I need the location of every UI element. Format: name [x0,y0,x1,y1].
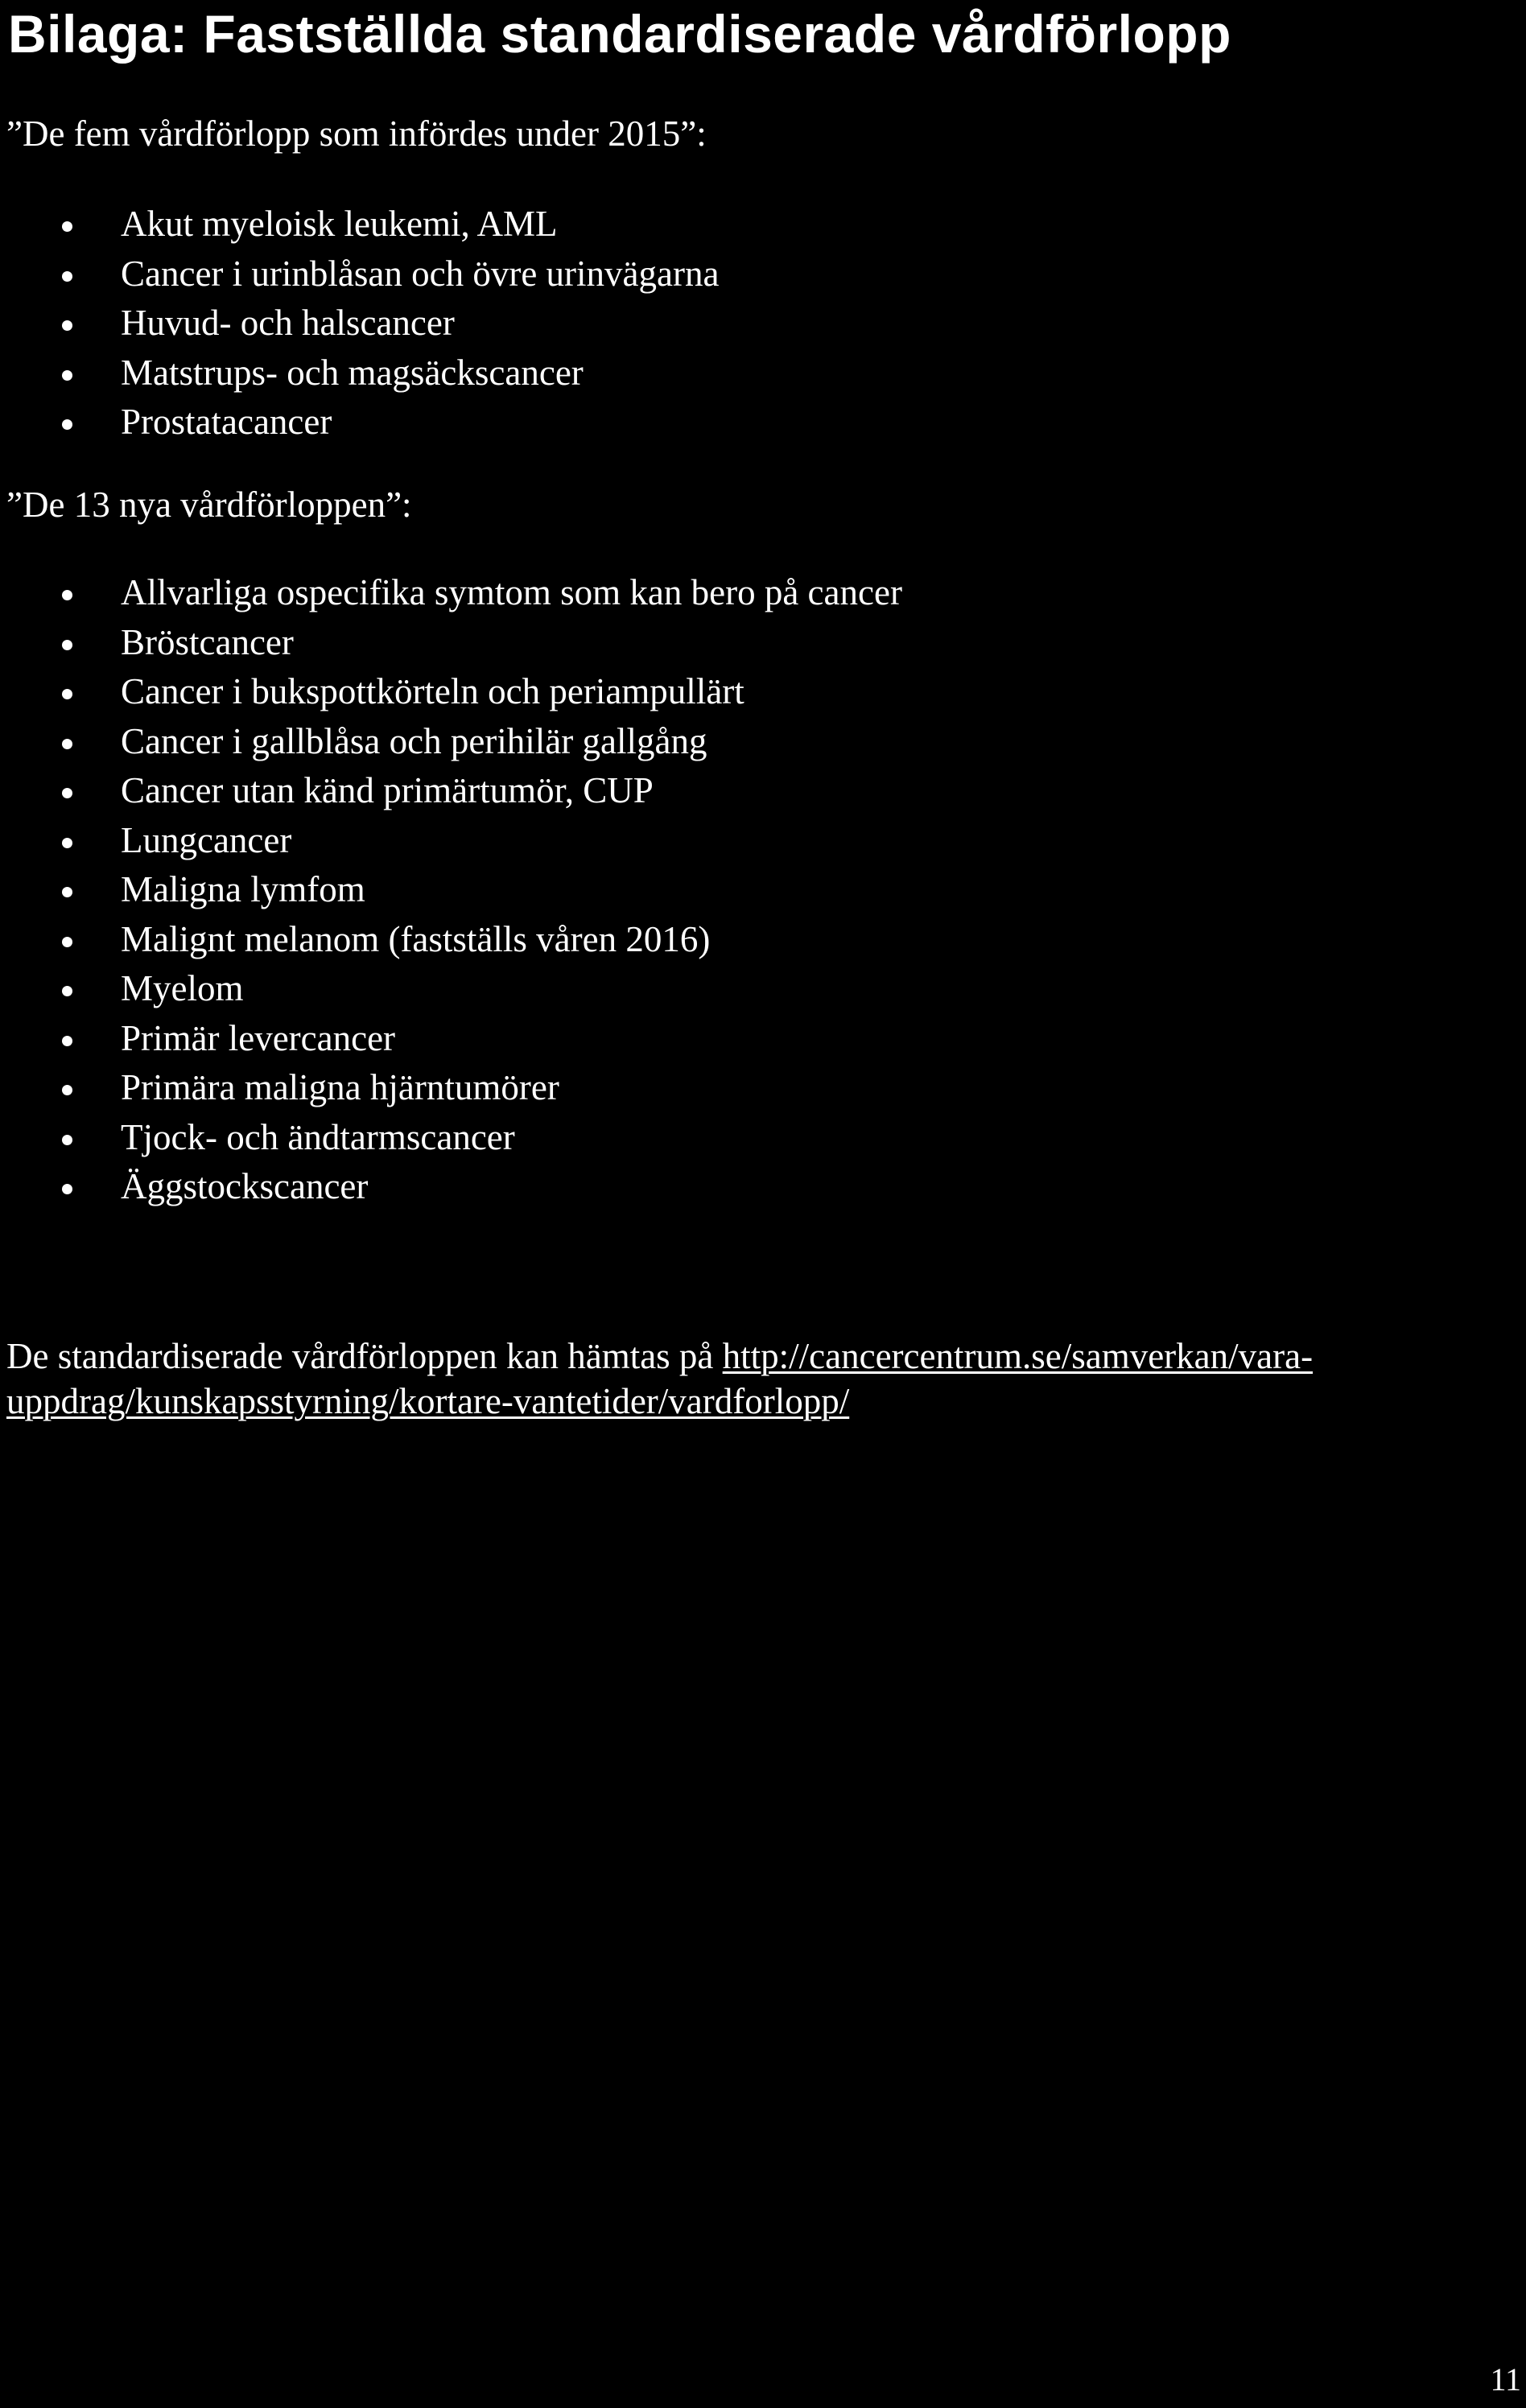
list-item-text: Akut myeloisk leukemi, AML [121,204,558,244]
vardforlopp-link-part-2[interactable]: uppdrag/kunskapsstyrning/kortare-vantetider/vardforlopp/ [6,1381,850,1421]
bullet-icon [62,1184,72,1194]
list-item-text: Allvarliga ospecifika symtom som kan bero på cancer [121,572,902,612]
vardforlopp-link-part-1[interactable]: http://cancercentrum.se/samverkan/vara- [722,1336,1314,1376]
bullet-icon [62,739,72,749]
bullet-icon [62,640,72,650]
list-item-text: Cancer i urinblåsan och övre urinvägarna [121,253,720,294]
bullet-icon [62,1135,72,1145]
list-item-text: Cancer i gallblåsa och perihilär gallgång [121,720,707,761]
bullet-icon [62,1036,72,1046]
list-item-text: Maligna lymfom [121,869,365,909]
page-title: Bilaga: Fastställda standardiserade vårdförlopp [8,4,1231,64]
bullet-icon [62,320,72,331]
bullet-icon [62,370,72,381]
list-item-text: Lungcancer [121,819,292,860]
footer-text: De standardiserade vårdförloppen kan hämtas på [6,1336,714,1376]
bullet-icon [62,221,72,232]
bullet-icon [62,590,72,600]
list-item-text: Matstrups- och magsäckscancer [121,352,584,393]
bullet-icon [62,689,72,699]
list-item-text: Huvud- och halscancer [121,303,455,343]
section-1-intro: ”De fem vårdförlopp som infördes under 2015”: [6,113,707,154]
list-item-text: Äggstockscancer [121,1166,369,1206]
list-item-text: Myelom [121,968,244,1008]
list-item-text: Primära maligna hjärntumörer [121,1067,559,1107]
bullet-icon [62,838,72,848]
bullet-icon [62,419,72,430]
bullet-icon [62,937,72,947]
page-number: 11 [1490,2361,1521,2398]
footer-paragraph [6,1334,1313,1424]
section-2-intro: ”De 13 nya vårdförloppen”: [6,484,412,525]
list-item-text: Bröstcancer [121,621,294,662]
bullet-icon [62,788,72,798]
list-item-text: Prostatacancer [121,402,332,442]
list-item-text: Malignt melanom (fastställs våren 2016) [121,918,711,959]
list-item-text: Primär levercancer [121,1017,396,1058]
bullet-icon [62,887,72,897]
list-item-text: Cancer i bukspottkörteln och periampullärt [121,671,744,711]
bullet-icon [62,986,72,996]
bullet-icon [62,1085,72,1095]
list-item-text: Cancer utan känd primärtumör, CUP [121,770,654,810]
list-item-text: Tjock- och ändtarmscancer [121,1116,515,1157]
bullet-icon [62,271,72,282]
